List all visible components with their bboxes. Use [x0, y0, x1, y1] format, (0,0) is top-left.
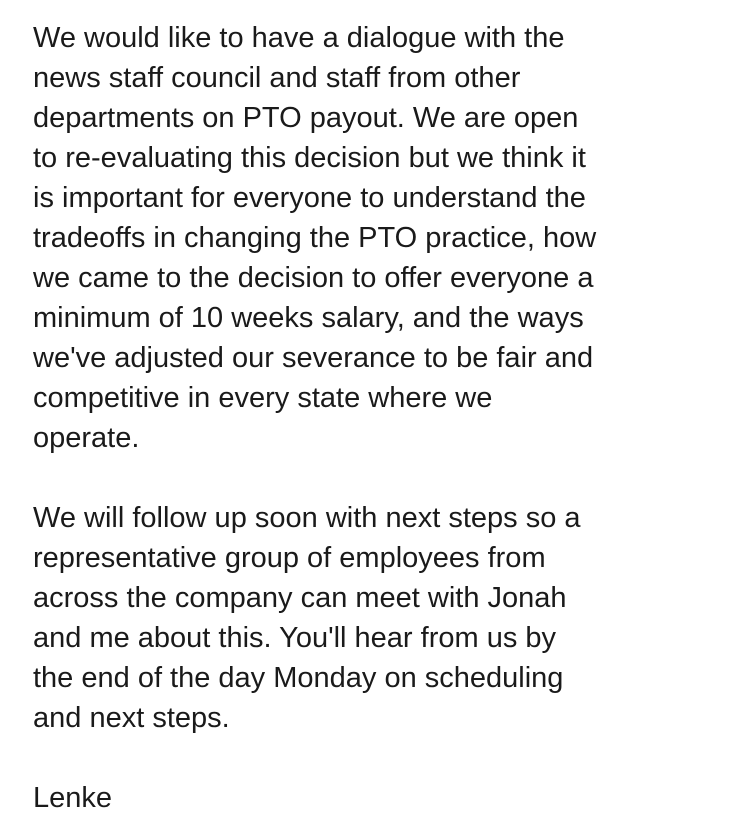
text-line: to re-evaluating this decision but we think it	[33, 142, 586, 174]
text-line: minimum of 10 weeks salary, and the ways	[33, 302, 584, 334]
paragraph-pto-dialogue	[33, 18, 733, 458]
signature	[33, 778, 733, 818]
text-line: is important for everyone to understand the	[33, 182, 586, 214]
text-line: competitive in every state where we	[33, 382, 493, 414]
text-line: news staff council and staff from other	[33, 62, 521, 94]
text-line: tradeoffs in changing the PTO practice, how	[33, 222, 597, 254]
text-line: the end of the day Monday on scheduling	[33, 662, 564, 694]
paragraph-spacer	[33, 738, 733, 778]
text-line: operate.	[33, 422, 140, 454]
paragraph-spacer	[33, 458, 733, 498]
text-line: we've adjusted our severance to be fair and	[33, 342, 594, 374]
message-body	[33, 18, 733, 818]
text-line: across the company can meet with Jonah	[33, 582, 567, 614]
text-line: and me about this. You'll hear from us by	[33, 622, 557, 654]
text-line: we came to the decision to offer everyone a	[33, 262, 594, 294]
text-line: and next steps.	[33, 702, 230, 734]
paragraph-next-steps	[33, 498, 733, 738]
signature-name: Lenke	[33, 782, 113, 814]
text-line: representative group of employees from	[33, 542, 546, 574]
text-line: We would like to have a dialogue with the	[33, 22, 565, 54]
text-line: departments on PTO payout. We are open	[33, 102, 579, 134]
text-line: We will follow up soon with next steps so a	[33, 502, 581, 534]
